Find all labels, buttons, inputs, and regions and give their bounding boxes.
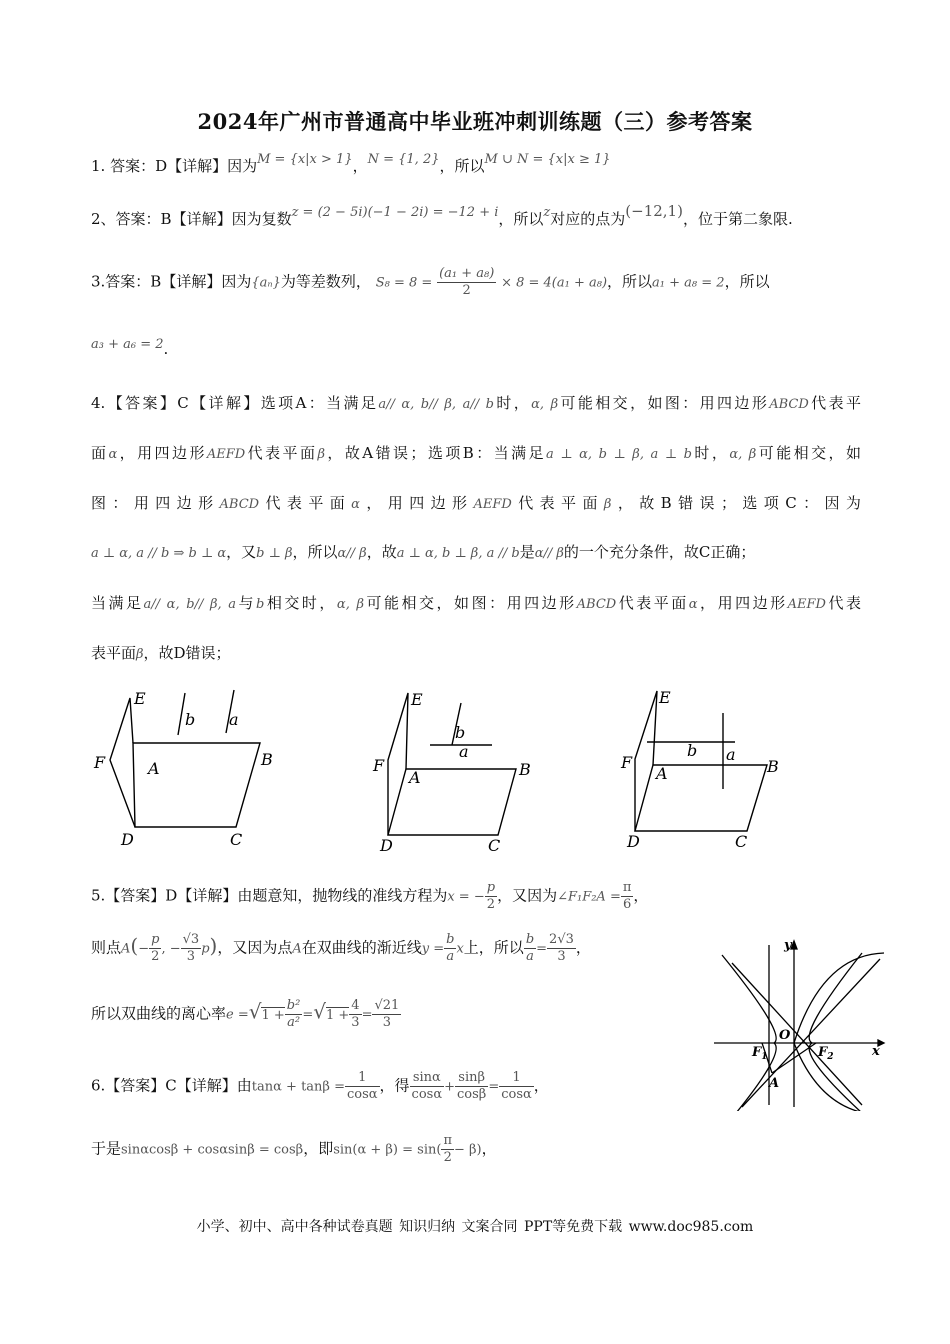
q4-text: 时， (493, 394, 532, 412)
q4-math: AEFD (787, 597, 826, 612)
answer-3 (91, 266, 770, 299)
q3-frac-num: (a₁ + a₈) (439, 266, 495, 281)
line-b (178, 693, 185, 735)
q2-math-z: z = (2 − 5i)(−1 − 2i) = −12 + i (291, 205, 499, 220)
q4-math: a ⊥ α, b ⊥ β, a // b (396, 546, 520, 561)
q6-math: sinαcosβ + cosαsinβ = cosβ (121, 1142, 304, 1158)
q6-math: − β) (453, 1142, 482, 1158)
y-axis-arrow (791, 941, 797, 949)
label-d: D (627, 832, 640, 851)
q3-tail: ，所以 (724, 272, 770, 291)
q4-math: a// α, b// β, a// b (378, 397, 494, 412)
q1-math-n: N = {1, 2} (367, 152, 440, 167)
q5-text: ， (575, 938, 591, 957)
q5-math: = (302, 1007, 314, 1023)
q4-text: ，用四边形 (359, 494, 474, 512)
q5-frac-num: π (622, 880, 632, 895)
q4-math: β (317, 447, 325, 462)
q5-sqrt: √ (248, 999, 262, 1024)
q6-math: = (488, 1079, 500, 1095)
q5-text: 则点 (91, 938, 122, 957)
q4-math: a ⊥ α, b ⊥ β, a ⊥ b (546, 447, 692, 462)
q5-frac-den: 2 (151, 949, 160, 964)
q5-frac (372, 998, 401, 1031)
q4-math: α (351, 497, 360, 512)
label-f: F (94, 753, 106, 772)
answer-5-line3 (91, 998, 401, 1031)
q3-math-a3a6: a₃ + a₆ = 2 (91, 337, 164, 352)
q5-frac-num: b² (286, 998, 301, 1013)
q4-text: 4.【答案】C【详解】选项A：当满足 (91, 394, 379, 412)
label-line-a: a (229, 710, 239, 729)
q4-math: β (603, 497, 612, 512)
q4-text: 代表平面 (245, 444, 318, 462)
q5-sqrt: √ (313, 999, 326, 1024)
q5-frac-num: p (151, 932, 160, 947)
q6-frac (345, 1070, 380, 1103)
q2-mid: ，所以 (498, 210, 544, 228)
q6-frac-den: 2 (443, 1150, 452, 1165)
q3-math-seq: {aₙ} (251, 275, 281, 291)
figure-2-planes (368, 685, 548, 857)
q6-frac (455, 1070, 488, 1103)
q5-frac-den: 3 (382, 1015, 392, 1030)
q5-frac-den: a (526, 949, 534, 964)
q6-frac (499, 1070, 534, 1103)
q6-frac-num: 1 (345, 1070, 380, 1087)
q4-math: ABCD (219, 497, 260, 512)
q6-frac-den: cosβ (457, 1087, 487, 1102)
q4-math: α, β (336, 597, 364, 612)
q1-math-m: M = {x|x > 1} (257, 152, 353, 167)
q5-paren: ) (209, 933, 218, 958)
label-line-a: a (459, 742, 469, 761)
q2-math-point: (−12,1) (625, 202, 683, 220)
q3-math-s8: S₈ = 8 = (375, 275, 433, 291)
q5-frac (621, 880, 634, 913)
q5-text: 在双曲线的渐近线 (301, 938, 422, 957)
q5-math: = (361, 1007, 373, 1023)
q4-text: ，所以 (292, 543, 338, 561)
label-f2 (817, 1045, 834, 1062)
q5-frac-den: a (446, 949, 455, 964)
q4-math: α (108, 447, 118, 462)
q1-sep: ， (352, 157, 368, 175)
figure-hyperbola (712, 935, 892, 1111)
q5-frac (349, 998, 361, 1031)
q6-frac-den: cosα (346, 1087, 378, 1102)
q4-math: ABCD (769, 397, 809, 412)
answer-4-line4 (91, 541, 755, 565)
q4-math: a ⊥ α, a // b ⇒ b ⊥ α (91, 546, 227, 561)
q2-mid2: 对应的点为 (550, 210, 626, 228)
q6-text: ，得 (379, 1076, 410, 1095)
plane-aefd (635, 691, 657, 831)
q6-frac (441, 1133, 454, 1166)
q5-frac-den: 3 (557, 949, 566, 964)
q5-text: ，又因为 (497, 886, 558, 905)
q4-math: α, β (729, 447, 757, 462)
answer-4-line2 (91, 442, 861, 466)
q4-math: ABCD (576, 597, 617, 612)
label-line-b: b (455, 723, 466, 742)
answer-4-line5 (91, 592, 861, 616)
q4-text: 代表平面 (616, 594, 689, 612)
answer-5-line2 (91, 932, 591, 965)
q5-frac-den: 3 (351, 1015, 360, 1030)
q4-text: 与 (236, 594, 257, 612)
answer-2 (91, 202, 793, 232)
label-b: B (767, 757, 779, 776)
q5-frac (547, 932, 576, 965)
q4-text: ，故 (366, 543, 397, 561)
label-b: B (519, 760, 531, 779)
q3-frac-den: 2 (462, 283, 471, 298)
plane-abcd (388, 769, 516, 835)
q5-text: ， (633, 886, 649, 905)
q5-math: ∠F₁F₂A = (557, 889, 621, 905)
q5-frac-num: √3 (182, 932, 200, 947)
q4-math: AEFD (473, 497, 512, 512)
answer-6-line1 (91, 1070, 549, 1103)
q5-frac-num: b (525, 932, 535, 947)
q4-text: 时， (691, 444, 730, 462)
q1-math-union: M ∪ N = {x|x ≥ 1} (484, 152, 611, 167)
q4-text: 当满足 (91, 594, 144, 612)
q5-minus: − (138, 941, 150, 957)
asymptote-2 (732, 963, 862, 1105)
q5-frac-num: √21 (374, 998, 400, 1013)
plane-aefd (388, 693, 408, 835)
q6-text: 于是 (91, 1139, 122, 1158)
label-a: A (148, 759, 160, 778)
q5-comma: , − (161, 941, 181, 957)
q5-math: e = (226, 1007, 249, 1023)
q5-math: = (536, 941, 548, 957)
q5-math: x (456, 941, 464, 957)
answer-5-line1 (91, 880, 648, 913)
q4-math: a// α, b// β, a (143, 597, 236, 612)
q4-text: 的一个充分条件，故C正确； (563, 543, 756, 561)
plane-aefd (110, 698, 135, 827)
answer-6-line2 (91, 1133, 497, 1166)
q6-text: ，即 (303, 1139, 334, 1158)
q5-math: A (121, 941, 131, 957)
q4-text: ，故B错误；选项C：因为 (611, 494, 861, 512)
q4-math: β (136, 647, 144, 662)
label-line-a: a (726, 745, 736, 764)
q4-text: 面 (91, 444, 109, 462)
hyperbola-right-branch (809, 953, 862, 1111)
q4-text: ，用四边形 (697, 594, 788, 612)
q4-text: 可能相交，如图：用四边形 (558, 394, 770, 412)
q5-text: ，又因为点 (217, 938, 293, 957)
q6-text: ， (481, 1139, 497, 1158)
q5-frac (444, 932, 456, 965)
q4-text: 代表平面 (259, 494, 352, 512)
label-e: E (411, 690, 423, 709)
q4-math: b ⊥ β (256, 546, 293, 561)
label-d: D (121, 830, 134, 849)
parabola-lower (794, 1043, 884, 1111)
label-f2-main: F (818, 1045, 828, 1060)
q5-frac (181, 932, 202, 965)
label-x: x (872, 1044, 880, 1059)
q5-frac-den: 6 (622, 897, 632, 912)
q4-text: 代表 (825, 594, 861, 612)
q4-text: 是 (519, 543, 535, 561)
q5-math: A (292, 941, 302, 957)
q6-text: 6.【答案】C【详解】由 (91, 1076, 252, 1095)
q4-text: 相交时， (264, 594, 337, 612)
page-title: 2024年广州市普通高中毕业班冲刺训练题（三）参考答案 (197, 109, 753, 134)
q6-frac-num: π (443, 1133, 452, 1148)
label-a: A (769, 1076, 780, 1091)
q5-frac (485, 880, 497, 913)
q4-text: ，又 (226, 543, 257, 561)
q6-math: sin(α + β) = sin( (333, 1142, 442, 1158)
q5-math: 1 + (261, 1007, 285, 1023)
q4-math: b (256, 597, 265, 612)
q3-period: . (163, 340, 169, 358)
parabola-upper (794, 953, 884, 1043)
q2-tail: ，位于第二象限. (682, 210, 793, 228)
q5-text: 上，所以 (463, 938, 524, 957)
q5-frac-num: b (446, 932, 455, 947)
q5-paren: ( (130, 933, 139, 958)
plane-abcd (635, 765, 767, 831)
q3-mid: 为等差数列， (280, 272, 371, 291)
label-a: A (656, 764, 668, 783)
label-f1-main: F (752, 1045, 762, 1060)
label-b: B (261, 750, 273, 769)
q1-lead: 1. 答案：D【详解】因为 (91, 157, 258, 175)
q5-math: 1 + (325, 1007, 350, 1023)
plane-abcd (133, 743, 260, 827)
label-f: F (373, 756, 385, 775)
figure-1-planes (88, 680, 288, 850)
q5-math: x = − (447, 889, 485, 905)
q5-frac-num: 4 (351, 998, 360, 1013)
label-c: C (735, 832, 748, 851)
q6-text: ， (533, 1076, 549, 1095)
answer-3-line2 (91, 332, 168, 356)
q1-sep2: ，所以 (439, 157, 485, 175)
q5-text: 所以双曲线的离心率 (91, 1004, 227, 1023)
q6-frac-num: 1 (499, 1070, 534, 1087)
q6-frac-num: sinβ (455, 1070, 488, 1087)
q6-frac-num: sinα (410, 1070, 445, 1087)
q4-text: ，用四边形 (117, 444, 207, 462)
q5-math: y = (421, 941, 445, 957)
label-line-b: b (687, 741, 698, 760)
label-d: D (380, 836, 393, 855)
q6-math: + (444, 1079, 456, 1095)
q4-text: 图：用四边形 (91, 494, 220, 512)
label-o: O (779, 1028, 791, 1043)
q4-text: 代表平 (808, 394, 861, 412)
q5-frac (285, 998, 303, 1031)
page-footer: 小学、初中、高中各种试卷真题 知识归纳 文案合同 PPT等免费下载 www.doc985.com (196, 1219, 754, 1235)
q4-text: ，故D错误； (143, 644, 231, 662)
q3-math-s8b: × 8 = 4(a₁ + a₈) (501, 275, 608, 291)
label-f1-sub: 1 (761, 1052, 768, 1062)
label-f2-sub: 2 (827, 1052, 834, 1062)
asymptote-1 (742, 959, 880, 1107)
q4-text: 代表平面 (511, 494, 604, 512)
label-a: A (409, 768, 421, 787)
q3-mid2: ，所以 (607, 272, 653, 291)
label-line-b: b (185, 710, 196, 729)
q4-text: 表平面 (91, 644, 137, 662)
q5-frac-den: a² (287, 1015, 301, 1030)
q4-math: AEFD (206, 447, 246, 462)
q3-math-sum: a₁ + a₈ = 2 (652, 275, 725, 291)
q3-lead: 3.答案：B【详解】因为 (91, 272, 252, 291)
q6-frac-den: cosα (411, 1087, 443, 1102)
q4-math: α, β (531, 397, 559, 412)
q2-lead: 2、答案：B【详解】因为复数 (91, 210, 292, 228)
label-c: C (230, 830, 243, 849)
q5-frac-num: 2√3 (549, 932, 574, 947)
q4-text: 可能相交，如图：用四边形 (364, 594, 577, 612)
q4-text: ，故A错误；选项B：当满足 (324, 444, 546, 462)
q4-math: α// β (337, 546, 367, 561)
q4-math: α// β (534, 546, 564, 561)
q5-frac-num: p (486, 880, 496, 895)
q5-frac (149, 932, 161, 965)
label-e: E (134, 689, 146, 708)
q3-fraction (437, 266, 496, 299)
label-c: C (488, 836, 501, 855)
q5-frac-den: 2 (486, 897, 496, 912)
q6-math: tanα + tanβ = (251, 1079, 345, 1095)
label-f1 (751, 1045, 768, 1062)
answer-1 (91, 152, 611, 179)
q5-frac-den: 3 (186, 949, 196, 964)
answer-4-line1 (91, 392, 861, 416)
q4-math: α (688, 597, 698, 612)
q4-text: 可能相交，如 (756, 444, 861, 462)
q5-text: 5.【答案】D【详解】由题意知，抛物线的准线方程为 (91, 886, 448, 905)
q5-frac (524, 932, 536, 965)
q2-math-zvar: z (543, 205, 551, 220)
q6-frac-den: cosα (501, 1087, 532, 1102)
q5-math: p (201, 941, 210, 957)
answer-4-line3 (91, 492, 861, 516)
answer-4-line6 (91, 642, 231, 666)
label-f: F (621, 753, 633, 772)
q6-frac (410, 1070, 445, 1103)
figure-3-planes (617, 683, 797, 853)
label-y: y (784, 938, 792, 953)
label-e: E (659, 688, 671, 707)
